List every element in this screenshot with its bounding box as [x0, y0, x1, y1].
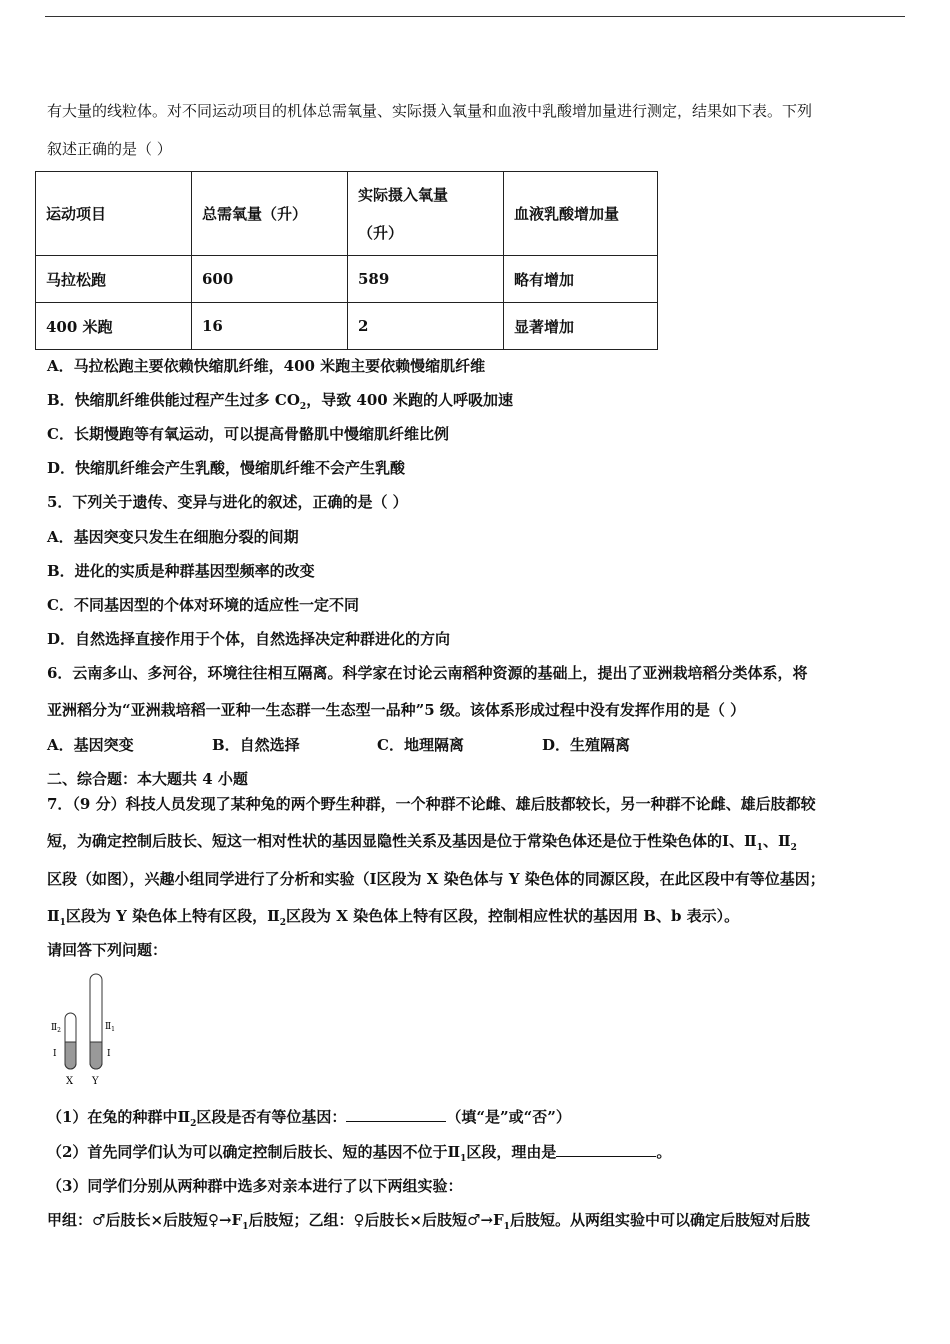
table-cell: 400 米跑	[36, 303, 192, 350]
label-i-right: Ⅰ	[107, 1049, 111, 1059]
q7-line-3: 区段（如图），兴趣小组同学进行了分析和实验（Ⅰ区段为 X 染色体与 Y 染色体的同源区段，在此区段中有等位基因；	[47, 870, 825, 888]
q4-option-b-text: ，导致 400 米跑的人呼吸加速	[306, 391, 513, 409]
table-header-line: （升）	[358, 223, 404, 242]
table-cell: 显著增加	[504, 303, 658, 350]
subscript: 1	[242, 1222, 249, 1232]
q7-text: 。	[656, 1143, 672, 1161]
q7-text: 区段为 X 染色体上特有区段，控制相应性状的基因用 B、b 表示）。	[285, 907, 740, 925]
q4-option-c: C．长期慢跑等有氧运动，可以提高骨骼肌中慢缩肌纤维比例	[47, 425, 449, 443]
answer-blank[interactable]	[556, 1142, 656, 1157]
table-header-row	[36, 172, 658, 256]
answer-blank[interactable]	[346, 1107, 446, 1122]
subscript: 2	[190, 1119, 197, 1129]
q7-experiment	[47, 1210, 810, 1237]
q7-text: 短，为确定控制后肢长、短这一相对性状的基因显隐性关系及基因是位于常染色体还是位于性染色体的Ⅰ、Ⅱ	[47, 832, 757, 850]
chromosome-diagram	[48, 970, 128, 1090]
x-homologous-segment	[65, 1042, 76, 1069]
q7-line-4	[47, 906, 739, 933]
q6-option-a: A．基因突变	[47, 736, 134, 754]
subscript: 1	[59, 918, 66, 928]
table-cell: 2	[348, 303, 504, 350]
label-ii2: $Ⅱ_2$	[51, 1023, 61, 1034]
table-row	[36, 256, 658, 303]
q7-text: （填“是”或“否”）	[446, 1108, 571, 1126]
q4-option-b	[47, 390, 513, 417]
q7-text: 区段是否有等位基因：	[196, 1108, 347, 1126]
q7-text: 后肢短。从两组实验中可以确定后肢短对后肢	[509, 1211, 810, 1229]
q7-text: 区段为 Y 染色体上特有区段，Ⅱ	[65, 907, 280, 925]
table-header-cell	[348, 172, 504, 256]
table-header-cell: 运动项目	[36, 172, 192, 256]
subscript: 2	[299, 402, 307, 412]
subscript: 2	[279, 918, 286, 928]
q7-text: 、Ⅱ	[762, 832, 791, 850]
q4-option-b-text: B．快缩肌纤维供能过程产生过多 CO	[47, 391, 300, 409]
q5-option-a: A．基因突变只发生在细胞分裂的间期	[47, 528, 299, 546]
q5-option-b: B．进化的实质是种群基因型频率的改变	[47, 562, 315, 580]
q7-sub-1	[47, 1107, 571, 1134]
q7-line-2	[47, 831, 797, 858]
table-header-cell: 总需氧量（升）	[192, 172, 348, 256]
label-i-left: Ⅰ	[53, 1049, 57, 1059]
label-y: Y	[92, 1076, 99, 1087]
label-ii1: $Ⅱ_1$	[105, 1022, 115, 1033]
q6-option-d: D．生殖隔离	[542, 736, 631, 754]
table-cell: 略有增加	[504, 256, 658, 303]
subscript: 1	[460, 1154, 467, 1164]
oxygen-table	[35, 171, 658, 350]
section-heading: 二、综合题：本大题共 4 小题	[47, 770, 248, 788]
q6-stem-line-2: 亚洲稻分为“亚洲栽培稻一亚种一生态群一生态型一品种”5 级。该体系形成过程中没有发挥作用的是（ ）	[47, 701, 746, 719]
table-cell: 589	[348, 256, 504, 303]
q7-text: （2）首先同学们认为可以确定控制后肢长、短的基因不位于Ⅱ	[47, 1143, 461, 1161]
q7-text: 区段，理由是	[466, 1143, 557, 1161]
q5-option-c: C．不同基因型的个体对环境的适应性一定不同	[47, 596, 359, 614]
q7-sub-3: （3）同学们分别从两种群中选多对亲本进行了以下两组实验：	[47, 1177, 463, 1195]
y-homologous-segment	[90, 1042, 102, 1069]
q7-sub-2	[47, 1142, 671, 1169]
table-row	[36, 303, 658, 350]
q5-stem: 5．下列关于遗传、变异与进化的叙述，正确的是（ ）	[47, 493, 408, 511]
q7-text: 甲组：♂后肢长×后肢短♀→F	[47, 1211, 243, 1229]
q7-prompt: 请回答下列问题：	[47, 941, 168, 959]
table-cell: 600	[192, 256, 348, 303]
q5-option-d: D．自然选择直接作用于个体，自然选择决定种群进化的方向	[47, 630, 451, 648]
q4-option-d: D．快缩肌纤维会产生乳酸，慢缩肌纤维不会产生乳酸	[47, 459, 406, 477]
q6-option-b: B．自然选择	[212, 736, 300, 754]
subscript: 2	[790, 843, 797, 853]
q7-text: Ⅱ	[47, 907, 60, 925]
subscript: 1	[503, 1222, 510, 1232]
q7-line-1: 7．（9 分）科技人员发现了某种兔的两个野生种群，一个种群不论雌、雄后肢都较长，另一种群不论雌、雄后肢都较	[47, 795, 816, 813]
intro-line-1: 有大量的线粒体。对不同运动项目的机体总需氧量、实际摄入氧量和血液中乳酸增加量进行测定，结果如下表。下列	[47, 102, 813, 120]
q4-option-a: A．马拉松跑主要依赖快缩肌纤维，400 米跑主要依赖慢缩肌纤维	[47, 357, 486, 375]
q6-stem-line-1: 6．云南多山、多河谷，环境往往相互隔离。科学家在讨论云南稻种资源的基础上，提出了亚洲栽培稻分类体系，将	[47, 664, 808, 682]
table-header-line: 实际摄入氧量	[358, 185, 449, 204]
label-x: X	[66, 1076, 74, 1087]
q6-option-c: C．地理隔离	[377, 736, 464, 754]
table-cell: 马拉松跑	[36, 256, 192, 303]
intro-line-2: 叙述正确的是（ ）	[47, 140, 172, 158]
q7-text: （1）在兔的种群中Ⅱ	[47, 1108, 191, 1126]
table-cell: 16	[192, 303, 348, 350]
q7-text: 后肢短；乙组：♀后肢长×后肢短♂→F	[248, 1211, 504, 1229]
header-rule	[45, 16, 905, 17]
subscript: 1	[756, 843, 763, 853]
table-header-cell: 血液乳酸增加量	[504, 172, 658, 256]
